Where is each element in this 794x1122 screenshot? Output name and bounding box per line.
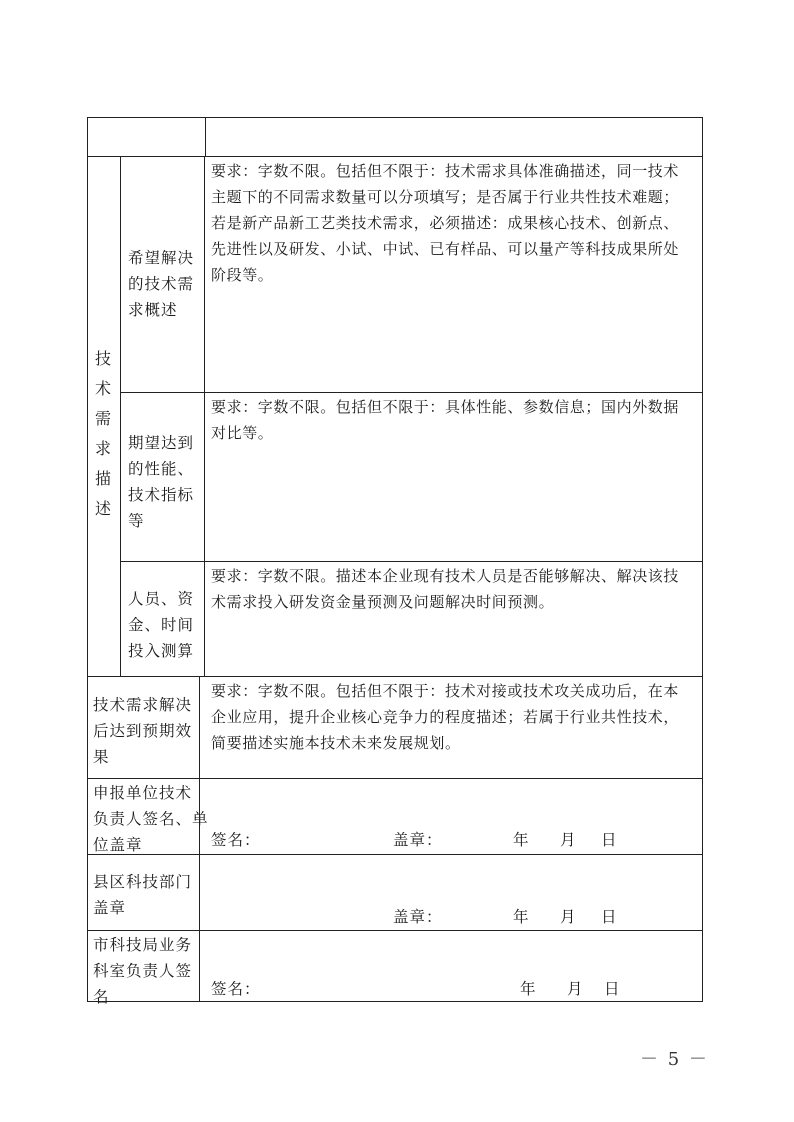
county-date-year: 年	[513, 908, 530, 926]
expected-effect-label: 技术需求解决 后达到预期效 果	[93, 696, 193, 766]
applicant-date-year: 年	[513, 831, 530, 849]
page-number: － 5 －	[640, 1049, 709, 1070]
county-seal-field[interactable]: 盖章：	[393, 908, 443, 926]
county-department-label: 县区科技部门 盖章	[93, 873, 193, 917]
expected-solution-label: 希望解决 的技术需 求概述	[128, 249, 195, 319]
bureau-signature-label: 市科技局业务 科室负责人签 名	[93, 936, 193, 1006]
column-divider	[204, 156, 205, 677]
table-left-border	[87, 117, 88, 1002]
applicant-date-month: 月	[560, 831, 577, 849]
expected-solution-requirement: 要求：字数不限。包括但不限于：技术需求具体准确描述，同一技术 主题下的不同需求数量可以分项填写；是否属于行业共性技术难题； 若是新产品新工艺类技术需求，必须描述：成果核心技术、创新点、 先进性以及研发、小试、中试、已有样品、可以量产等科技成果所处 阶段等。	[211, 162, 680, 284]
performance-indicators-label: 期望达到 的性能、 技术指标 等	[128, 434, 195, 530]
bureau-date-month: 月	[567, 980, 584, 998]
bureau-date-day: 日	[604, 980, 621, 998]
table-right-border	[702, 117, 703, 1002]
bureau-date-year: 年	[520, 980, 537, 998]
applicant-signature-label: 申报单位技术 负责人签名、单 位盖章	[93, 784, 209, 854]
table-top-border	[87, 117, 703, 118]
column-divider	[120, 156, 121, 677]
applicant-seal-field[interactable]: 盖章：	[393, 831, 443, 849]
county-date-month: 月	[560, 908, 577, 926]
bureau-sign-field[interactable]: 签名：	[211, 980, 261, 998]
column-divider	[205, 117, 206, 157]
performance-indicators-requirement: 要求：字数不限。包括但不限于：具体性能、参数信息；国内外数据 对比等。	[211, 398, 680, 442]
tech-demand-description-label: 技 术 需 求 描 述	[94, 349, 111, 518]
county-date-day: 日	[601, 908, 618, 926]
resource-estimate-label: 人员、资 金、时间 投入测算	[128, 590, 195, 660]
applicant-date-day: 日	[601, 831, 618, 849]
applicant-sign-field[interactable]: 签名：	[211, 831, 261, 849]
expected-effect-requirement: 要求：字数不限。包括但不限于：技术对接或技术攻关成功后，在本 企业应用，提升企业核心竞争力的程度描述；若属于行业共性技术， 简要描述实施本技术未来发展规划。	[211, 682, 680, 752]
resource-estimate-requirement: 要求：字数不限。描述本企业现有技术人员是否能够解决、解决该技 术需求投入研发资金量预测及问题解决时间预测。	[211, 567, 680, 611]
